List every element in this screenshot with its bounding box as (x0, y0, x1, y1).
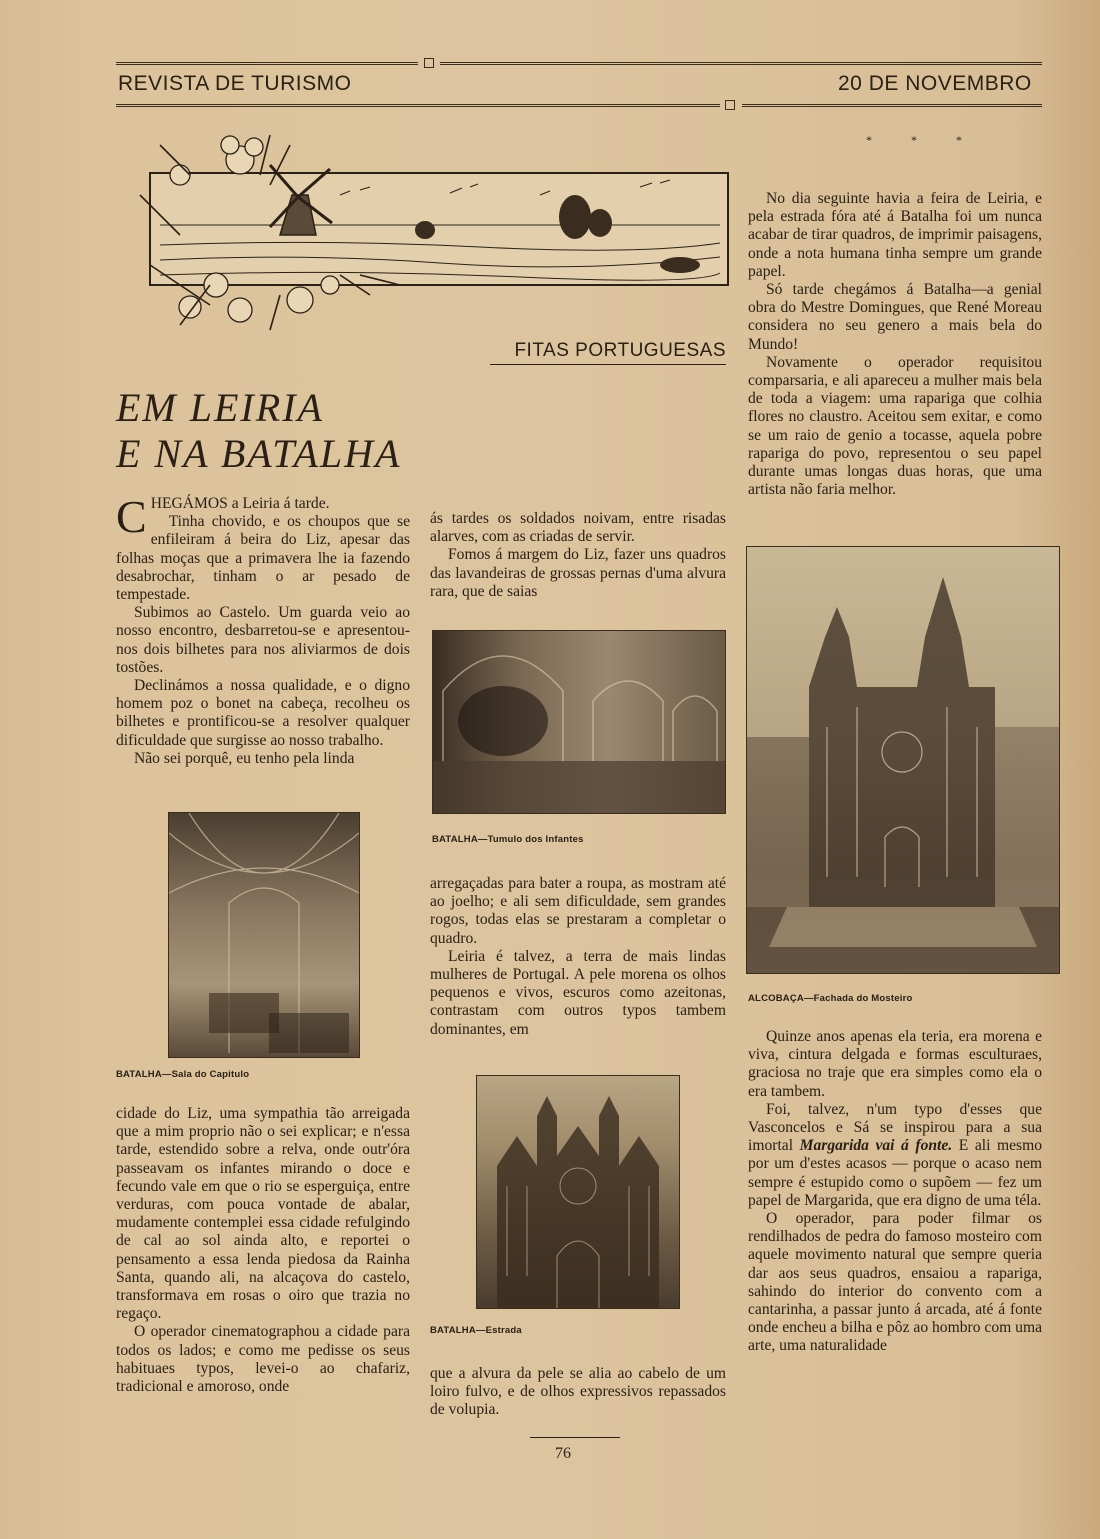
column2-top-text (430, 510, 726, 601)
caption-estrada: BATALHA—Estrada (430, 1325, 522, 1336)
paragraph: Subimos ao Castelo. Um guarda veio ao nosso encontro, desbarretou-se e apresentou-nos dois bilhetes para nos aliviarmos de dois tostões. (116, 604, 410, 676)
paragraph: Novamente o operador requisitou comparsaria, e ali apareceu a mulher mais bela de toda a viagem: uma rapariga que colhia flores no claustro. Aceitou sem exitar, e como se um raio de genio a tocasse, aquela pobre rapariga do povo, representou o seu papel durante umas longas duas horas, que uma artista não faria melhor. (748, 353, 1042, 499)
caption-tumulo-dos-infantes: BATALHA—Tumulo dos Infantes (432, 834, 584, 845)
photo-estrada (476, 1075, 680, 1309)
photo-sala-do-capitulo (168, 812, 360, 1058)
section-break-stars: * * * (866, 133, 980, 147)
header-ornament-top (424, 58, 434, 68)
paragraph: O operador cinematographou a cidade para todos os lados; e como me pedisse os seus habituaes typos, levei-o ao chafariz, tradicional e amoroso, onde (116, 1323, 410, 1396)
paragraph-part: E ali mesmo por um d'estes acasos — porque o acaso nem sempre é estupido como o supõem — fez um papel de Margarida, que era digno de uma téla. (748, 1137, 1043, 1209)
paragraph: O operador, para poder filmar os rendilhados de pedra do famoso mosteiro com aquele movimento natural que sempre queria dar aos seus quadros, ensaiou a rapariga, sahindo do interior do convento com a cantarinha, a passar junto á arcada, até á fonte onde encheu a bilha e pôz ao hombro com uma arte, uma naturalidade (748, 1210, 1043, 1355)
article-title (116, 385, 401, 477)
header-magazine-title: REVISTA DE TURISMO (118, 72, 352, 95)
paragraph: Só tarde chegámos á Batalha—a genial obra do Mestre Domingues, que René Moreau considera no seu genero a mais bela do Mundo! (748, 281, 1042, 353)
column3-top-text (748, 190, 1042, 499)
header-rule-bottom-right (742, 104, 1042, 107)
dropcap-letter: C (116, 491, 147, 542)
paragraph: Quinze anos apenas ela teria, era morena e viva, cintura delgada e formas esculturaes, graciosa no traje que era simples como ela o era tambem. (748, 1028, 1042, 1100)
column2-middle-text (430, 875, 726, 1039)
column2-bottom-text (430, 1365, 726, 1420)
landscape-vignette-illustration (120, 135, 732, 335)
article-title-line1: EM LEIRIA (116, 385, 324, 430)
opening-lead-word: HEGÁMOS (150, 495, 228, 512)
column3-bottom-text (748, 1028, 1042, 1356)
paragraph: No dia seguinte havia a feira de Leiria, e pela estrada fóra até á Batalha foi um nunca acabar de tirar quadros, de imprimir paisagens, onde a nota humana tinha sempre um grande papel. (748, 190, 1042, 280)
header-date: 20 DE NOVEMBRO (838, 72, 1032, 95)
caption-fachada-alcobaca: ALCOBAÇA—Fachada do Mosteiro (748, 993, 913, 1004)
section-title: FITAS PORTUGUESAS (490, 340, 726, 365)
paragraph: arregaçadas para bater a roupa, as mostram até ao joelho; e ali sem dificuldade, sem grandes rogos, todas elas se prestaram a completar o quadro. (430, 875, 726, 947)
column1-top-text (116, 491, 410, 768)
photo-tumulo-dos-infantes (432, 630, 726, 814)
caption-sala-do-capitulo: BATALHA—Sala do Capitulo (116, 1069, 250, 1080)
paragraph: cidade do Liz, uma sympathia tão arreigada que a mim proprio não o sei explicar; e n'essa tarde, estendido sobre a relva, onde outr'óra passeavam os infantes mirando o doce e fecundo vale em que o rio se esperguiça, entre verduras, com pouca vontade de abalar, mudamente contemplei essa cidade refulgindo de cal ao sol ainda alto, e reportei o pensamento a essa lenda piedosa da Rainha Santa, quando ali, na alcaçova do castelo, transformava em rosas o oiro que trazia no regaço. (116, 1105, 410, 1323)
paragraph-opening (116, 491, 410, 542)
page-number: 76 (555, 1445, 571, 1462)
photo-fachada-alcobaca (746, 546, 1060, 974)
paragraph: Leiria é talvez, a terra de mais lindas mulheres de Portugal. A pele morena os olhos pequenos e vivos, escuros como azeitonas, contrastam com outros typos tambem dominantes, em (430, 947, 726, 1038)
header-rule-top-left (116, 62, 418, 65)
header-rule-top-right (440, 62, 1042, 65)
paragraph-part: Foi, talvez, n'um typo d'esses que Vasconcelos e Sá se inspirou para a sua imortal (748, 1100, 1042, 1155)
opening-rest: a Leiria á tarde. (227, 495, 330, 512)
paragraph: ás tardes os soldados noivam, entre risadas alarves, com as criadas de servir. (430, 510, 726, 546)
page-number-rule (530, 1437, 620, 1438)
paragraph: que a alvura da pele se alia ao cabelo de um loiro fulvo, e de olhos expressivos repassados de volupia. (430, 1365, 726, 1419)
article-title-line2: E NA BATALHA (116, 431, 402, 476)
paragraph: Fomos á margem do Liz, fazer uns quadros das lavandeiras de grossas pernas d'uma alvura rara, que de saias (430, 546, 726, 600)
header-rule-bottom-left (116, 104, 720, 107)
paragraph: Não sei porquê, eu tenho pela linda (134, 749, 355, 767)
paragraph (748, 1101, 1042, 1210)
poem-title: Margarida vai á fonte. (799, 1137, 953, 1155)
column1-bottom-text (116, 1105, 410, 1396)
header-ornament-bottom (725, 100, 735, 110)
paragraph: Declinámos a nossa qualidade, e o digno homem poz o bonet na cabeça, recolheu os bilhetes e prontificou-se a resolver qualquer dificuldade que surgisse ao nosso trabalho. (116, 677, 410, 749)
paragraph: Tinha chovido, e os choupos que se enfileiram á beira do Liz, apesar das folhas moças que a primavera lhe ia fazendo desabrochar, tinham o ar pesado de tempestade. (116, 513, 410, 604)
